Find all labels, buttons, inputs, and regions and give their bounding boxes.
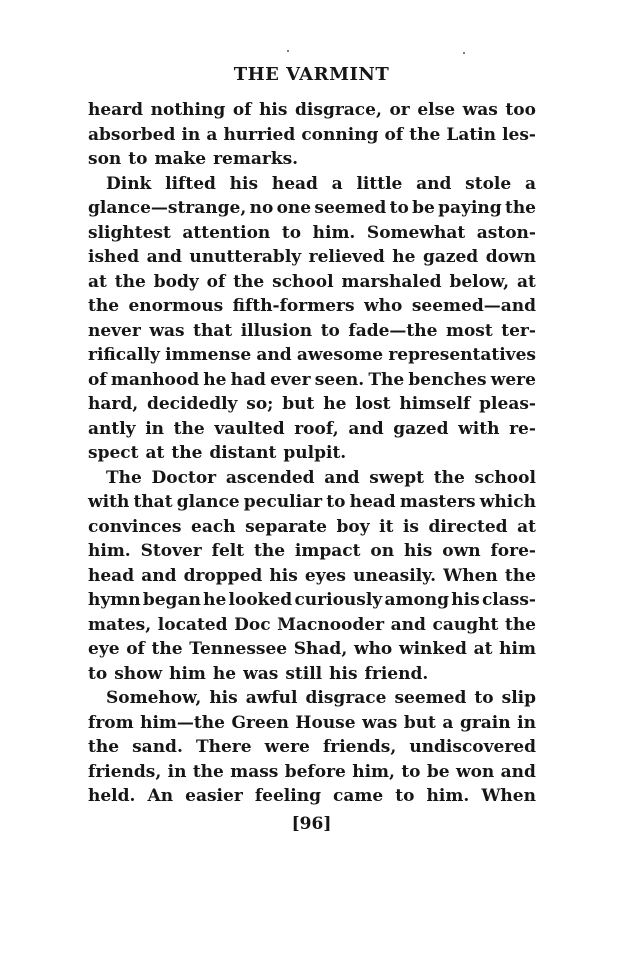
word: his — [329, 663, 358, 684]
word: dropped — [183, 565, 263, 586]
page-number: [96] — [291, 814, 332, 834]
word: was — [462, 100, 498, 120]
word: the — [173, 418, 205, 439]
word: enormous — [128, 296, 224, 316]
word: him. — [426, 786, 470, 806]
word: winked — [398, 639, 467, 659]
text-line — [88, 270, 536, 295]
word: ascended — [225, 467, 315, 488]
word: in — [517, 712, 536, 733]
word: Latin — [446, 124, 496, 145]
word: and — [146, 247, 182, 267]
word: before — [284, 761, 346, 782]
word: impact — [294, 541, 361, 561]
text-line — [88, 637, 536, 662]
word: to — [88, 663, 108, 684]
word: each — [191, 516, 236, 537]
word: he — [203, 590, 227, 610]
word: still — [285, 663, 323, 684]
word: gazed — [393, 418, 449, 439]
word: a — [524, 173, 536, 194]
word: manhood — [110, 369, 200, 390]
word: marshaled — [341, 271, 442, 292]
word: glance — [176, 492, 240, 512]
scan-speck — [463, 52, 465, 54]
text-line — [88, 245, 536, 270]
word: class- — [481, 590, 536, 610]
word: lifted — [165, 173, 216, 194]
word: easier — [185, 786, 243, 806]
word: felt — [211, 541, 245, 561]
word: pleas- — [479, 394, 536, 414]
word: be — [412, 198, 435, 218]
word: les- — [502, 124, 536, 145]
word: disgrace, — [295, 100, 382, 120]
text-line — [88, 98, 536, 123]
word: he — [203, 369, 227, 390]
word: little — [356, 173, 403, 194]
word: at — [88, 271, 107, 292]
text-line — [88, 221, 536, 246]
word: that — [133, 492, 173, 512]
word: the — [253, 541, 286, 561]
text-line — [88, 147, 536, 172]
word: it — [379, 516, 394, 537]
word: convinces — [88, 516, 182, 537]
text-line — [88, 343, 536, 368]
word: the — [171, 443, 203, 463]
word: no — [249, 198, 274, 218]
word: friends, — [322, 737, 397, 757]
text-line — [88, 466, 536, 491]
word: awful — [245, 688, 298, 708]
word: to — [281, 222, 302, 243]
word: conning — [301, 124, 379, 145]
word: attention — [182, 222, 271, 243]
word: representatives — [388, 345, 536, 365]
word: the — [192, 761, 224, 782]
word: in — [167, 761, 187, 782]
word: at — [517, 516, 536, 537]
word: came — [333, 786, 384, 806]
word: and — [256, 345, 292, 365]
word: his — [259, 100, 288, 120]
word: among — [384, 590, 450, 610]
text-line — [88, 588, 536, 613]
word: lost — [355, 394, 391, 414]
word: gazed — [422, 247, 479, 267]
word: spect — [88, 443, 139, 463]
word: When — [443, 565, 498, 586]
word: There — [195, 737, 252, 757]
word: the — [504, 565, 536, 586]
word: caught — [432, 614, 499, 635]
word: Tennessee — [189, 639, 288, 659]
word: was — [362, 712, 398, 733]
word: at — [473, 639, 493, 659]
text-line — [88, 172, 536, 197]
text-line — [88, 515, 536, 540]
word: remarks. — [213, 149, 299, 169]
word: benches — [408, 369, 487, 390]
word: House — [295, 712, 356, 733]
word: disgrace — [305, 688, 387, 708]
word: antly — [88, 418, 136, 439]
word: ever — [270, 369, 311, 390]
word: peculiar — [243, 492, 323, 512]
word: was — [149, 320, 185, 341]
word: the — [504, 614, 536, 635]
word: the — [409, 124, 441, 145]
word: in — [145, 418, 165, 439]
word: show — [114, 663, 163, 684]
word: at — [145, 443, 165, 463]
word: held. — [88, 786, 136, 806]
text-line — [88, 196, 536, 221]
word: awesome — [296, 345, 384, 365]
word: unutterably — [189, 247, 302, 267]
word: his — [269, 565, 298, 586]
word: himself — [399, 394, 471, 414]
word: When — [481, 786, 536, 806]
word: and — [390, 614, 426, 635]
word: the — [233, 271, 265, 292]
word: head — [349, 492, 396, 512]
word: to — [320, 320, 340, 341]
text-line — [88, 392, 536, 417]
word: with — [458, 418, 500, 439]
word: paying — [438, 198, 502, 218]
word: school — [272, 271, 334, 292]
word: of — [88, 369, 107, 390]
text-line — [88, 319, 536, 344]
word: on — [370, 541, 395, 561]
text-line — [88, 368, 536, 393]
word: immense — [165, 345, 252, 365]
word: vaulted — [214, 418, 285, 439]
word: swept — [369, 467, 425, 488]
word: and — [324, 467, 360, 488]
word: ter- — [501, 320, 536, 341]
word: his — [451, 590, 480, 610]
word: glance—strange, — [88, 198, 247, 218]
word: and — [348, 418, 384, 439]
word: illusion — [240, 320, 313, 341]
word: of — [232, 100, 252, 120]
word: to — [326, 492, 346, 512]
word: never — [88, 320, 141, 341]
word: re- — [509, 418, 536, 439]
word: stole — [465, 173, 512, 194]
word: curiously — [294, 590, 383, 610]
word: absorbed — [88, 124, 176, 145]
text-line — [88, 417, 536, 442]
word: of — [384, 124, 404, 145]
word: had — [230, 369, 266, 390]
word: is — [402, 516, 419, 537]
word: friends, — [88, 761, 162, 782]
word: grain — [459, 712, 511, 733]
word: most — [445, 320, 493, 341]
word: that — [193, 320, 233, 341]
word: seemed — [314, 198, 387, 218]
word: seen. — [314, 369, 365, 390]
word: his — [229, 173, 259, 194]
word: Somehow, — [106, 688, 202, 708]
word: The — [368, 369, 405, 390]
word: the — [151, 639, 183, 659]
word: mates, — [88, 614, 152, 635]
word: him—the — [140, 712, 225, 733]
word: to — [389, 198, 409, 218]
word: down — [485, 247, 536, 267]
word: feeling — [254, 786, 321, 806]
text-line — [88, 613, 536, 638]
word: head — [271, 173, 318, 194]
word: to — [474, 688, 494, 708]
word: with — [88, 492, 130, 512]
word: the — [88, 737, 120, 757]
word: in — [181, 124, 201, 145]
text-line — [88, 662, 536, 687]
word: Green — [231, 712, 289, 733]
word: ished — [88, 247, 140, 267]
word: be — [426, 761, 450, 782]
word: he — [323, 394, 347, 414]
word: Somewhat — [366, 222, 466, 243]
word: eyes — [304, 565, 346, 586]
word: to — [128, 149, 148, 169]
word: below, — [449, 271, 510, 292]
word: slightest — [88, 222, 171, 243]
word: was — [243, 663, 279, 684]
word: of — [206, 271, 226, 292]
word: and — [500, 761, 536, 782]
word: of — [126, 639, 145, 659]
text-line — [88, 123, 536, 148]
word: undiscovered — [409, 737, 536, 757]
word: seemed — [394, 688, 467, 708]
word: Macnooder — [277, 614, 385, 635]
running-head: THE VARMINT — [233, 64, 390, 85]
word: heard — [88, 100, 144, 120]
word: directed — [428, 516, 508, 537]
word: he — [392, 247, 416, 267]
word: slip — [501, 688, 536, 708]
word: him, — [352, 761, 395, 782]
word: at — [517, 271, 536, 292]
word: his — [403, 541, 433, 561]
scan-speck — [287, 50, 289, 52]
word: but — [282, 394, 315, 414]
word: Doctor — [151, 467, 217, 488]
word: and — [141, 565, 177, 586]
text-line — [88, 784, 536, 809]
word: The — [106, 467, 142, 488]
word: mass — [230, 761, 279, 782]
text-line — [88, 711, 536, 736]
word: relieved — [308, 247, 385, 267]
text-line — [88, 441, 536, 466]
word: so; — [246, 394, 274, 414]
word: looked — [228, 590, 293, 610]
word: Dink — [106, 173, 152, 194]
word: too — [505, 100, 536, 120]
text-line — [88, 760, 536, 785]
text-line — [88, 490, 536, 515]
word: masters — [399, 492, 476, 512]
word: one — [276, 198, 312, 218]
word: which — [479, 492, 536, 512]
word: hurried — [223, 124, 296, 145]
word: the — [88, 296, 120, 316]
word: hard, — [88, 394, 139, 414]
word: make — [154, 149, 207, 169]
word: uneasily. — [353, 565, 437, 586]
word: hymn — [88, 590, 141, 610]
word: he — [212, 663, 237, 684]
word: him — [499, 639, 536, 659]
word: won — [455, 761, 495, 782]
word: An — [147, 786, 174, 806]
word: a — [206, 124, 218, 145]
word: sand. — [132, 737, 183, 757]
word: eye — [88, 639, 120, 659]
word: boy — [336, 516, 370, 537]
word: his — [209, 688, 238, 708]
word: seemed—and — [411, 296, 536, 316]
text-line — [88, 686, 536, 711]
word: nothing — [150, 100, 226, 120]
word: body — [153, 271, 199, 292]
word: pulpit. — [283, 443, 347, 463]
word: located — [157, 614, 228, 635]
word: distant — [209, 443, 277, 463]
word: roof, — [294, 418, 339, 439]
word: fore- — [490, 541, 536, 561]
word: the — [504, 198, 536, 218]
word: the — [433, 467, 465, 488]
word: were — [490, 369, 536, 390]
word: who — [353, 639, 393, 659]
word: from — [88, 712, 134, 733]
word: else — [417, 100, 456, 120]
word: him. — [312, 222, 356, 243]
word: who — [364, 296, 403, 316]
word: Doc — [234, 614, 271, 635]
word: son — [88, 149, 122, 169]
word: to — [401, 761, 421, 782]
text-line — [88, 294, 536, 319]
word: rifically — [88, 345, 160, 365]
word: head — [88, 565, 135, 586]
word: aston- — [476, 222, 536, 243]
text-line — [88, 735, 536, 760]
word: and — [416, 173, 452, 194]
text-line — [88, 564, 536, 589]
word: or — [389, 100, 410, 120]
word: fade—the — [348, 320, 438, 341]
word: were — [264, 737, 310, 757]
word: a — [442, 712, 454, 733]
word: him — [169, 663, 206, 684]
word: a — [331, 173, 343, 194]
word: decidedly — [146, 394, 238, 414]
word: but — [403, 712, 436, 733]
word: Stover — [140, 541, 202, 561]
word: separate — [245, 516, 327, 537]
word: him. — [88, 541, 131, 561]
word: the — [114, 271, 146, 292]
word: Shad, — [293, 639, 348, 659]
word: to — [395, 786, 415, 806]
body-text — [88, 98, 536, 809]
word: friend. — [364, 663, 429, 684]
word: began — [142, 590, 201, 610]
word: own — [442, 541, 481, 561]
word: fifth-formers — [232, 296, 355, 316]
text-line — [88, 539, 536, 564]
word: school — [474, 467, 536, 488]
